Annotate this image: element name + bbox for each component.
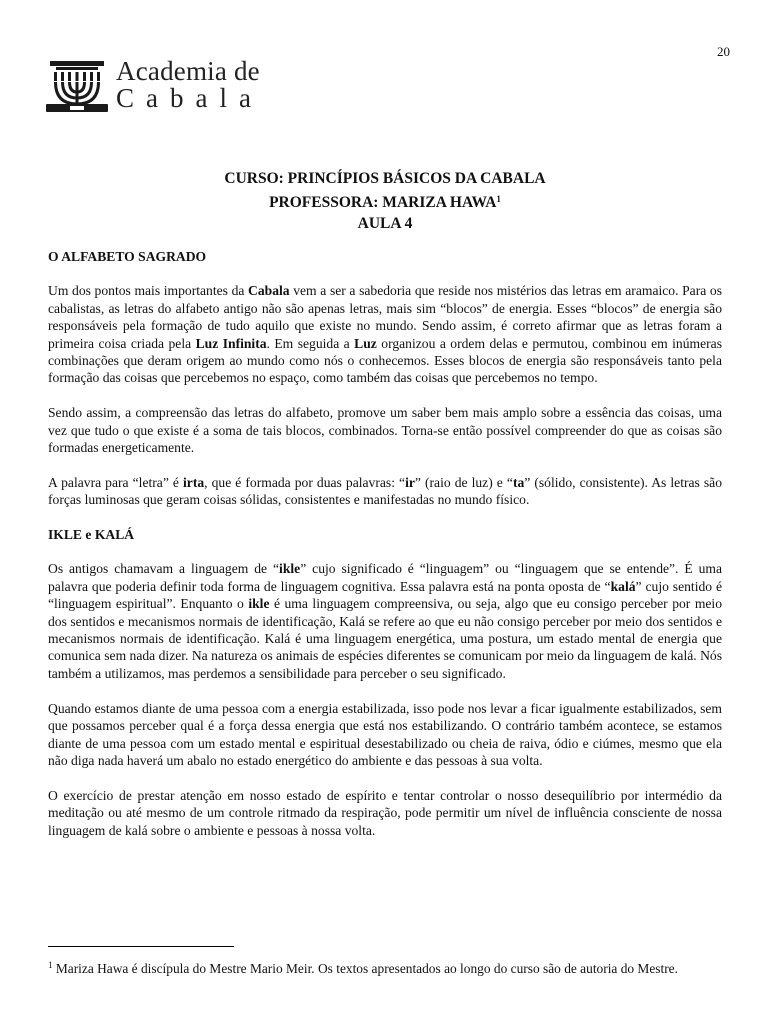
footnote-mark: 1 [48,960,53,970]
text-run: Um dos pontos mais importantes da [48,283,249,299]
bold-term: ta [512,474,525,490]
section-title-ikle-kala: IKLE e KALÁ [48,527,135,543]
document-body [48,248,722,856]
paragraph [48,700,722,770]
paragraph [48,787,722,839]
text-run: Os antigos chamavam a linguagem de “ [48,561,280,577]
bold-term: Luz [354,335,377,351]
bold-term: ikle [279,561,301,577]
text-run: Sendo assim, a compreensão das letras do alfabeto, promove um saber bem mais amplo sobre a essência das coisas, uma vez que tudo o que existe é a soma de tais blocos, combinados. Torna-se então possível compreender do que as coisas são formadas energeticamente. [48,405,722,456]
paragraph [48,282,722,386]
text-run: . Em seguida a [266,335,355,351]
text-run: ” (raio de luz) e “ [414,474,513,490]
logo-text-line1: Academia de [116,56,260,86]
text-run: ” cujo sentido é “linguagem espiritual”. Enquanto o [48,578,723,612]
bold-term: kalá [610,578,636,594]
bold-term: Cabala [248,283,290,299]
logo-text-line2: Cabala [116,83,263,113]
text-run: ” cujo significado é “linguagem” ou “linguagem que se entende”. É uma palavra que poderia definir toda forma de linguagem cognitiva. Essa palavra está na ponta oposta de “ [48,561,722,594]
paragraph [48,404,722,456]
text-run: ” (sólido, consistente). As letras são forças luminosas que geram coisas sólidas, consistentes e manifestadas no mundo físico. [48,474,723,508]
footnote-divider [48,946,234,947]
lesson-number: AULA 4 [357,215,413,232]
page-number: 20 [717,44,730,59]
footnote-ref[interactable]: 1 [496,194,501,204]
footnote-text: Mariza Hawa é discípula do Mestre Mario Meir. Os textos apresentados ao longo do curso são de autoria do Mestre. [52,961,678,976]
bold-term: Luz Infinita [195,335,267,351]
text-run: vem a ser a sabedoria que reside nos mistérios das letras em aramaico. Para os cabalistas, as letras do alfabeto antigo não são apenas letras, mais sim “blocos” de energia. Esses “blocos” de energia são responsáveis pela formação de tudo aquilo que existe no mundo. Sendo assim, é correto afirmar que as letras foram a primeira coisa criada pela [48,283,722,351]
logo [46,58,286,114]
footnote [48,956,722,978]
paragraph [48,474,722,509]
text-run: é uma linguagem compreensiva, ou seja, algo que eu consigo perceber por meio dos sentidos e mecanismos normais de identificação, Kalá se refere ao que eu não consigo perceber por meio dos sentidos e mecanismos normais de identificação. Kalá é uma linguagem energética, uma postura, um estado mental de energia que comunica sem nada dizer. Na natureza os animais de espécies diferentes se comunicam por meio da linguagem de kalá. Nós também a utilizamos, mas perdemos a sensibilidade para perceber o seu significado. [48,596,723,681]
bold-term: ir [405,474,415,490]
course-header [48,168,722,234]
menorah-logo-icon [46,60,108,112]
text-run: Quando estamos diante de uma pessoa com a energia estabilizada, isso pode nos levar a ficar igualmente estabilizados, sem que possamos perceber qual é a força dessa energia que está nos estabilizando. O contrário também acontece, se estamos diante de uma pessoa com um estado mental e espiritual desestabilizado ou cheia de raiva, ódio e ciúmes, mesmo que ela não diga nada haverá um abalo no estado energético do ambiente e das pessoas à sua volta. [48,700,722,768]
course-title: CURSO: PRINCÍPIOS BÁSICOS DA CABALA [224,170,546,187]
text-run: , que é formada por duas palavras: “ [204,474,406,490]
section-title-alfabeto: O ALFABETO SAGRADO [48,249,207,264]
bold-term: irta [183,474,205,490]
professor-name: PROFESSORA: MARIZA HAWA [269,194,497,211]
bold-term: ikle [248,596,270,612]
text-run: organizou a ordem delas e permutou, combinou em inúmeras combinações que deram origem ao mundo como nós o conhecemos. Esses blocos de energia são responsáveis tanto pela formação das coisas que percebemos no espaço, como também das coisas que percebemos no tempo. [48,335,722,386]
professor-line [48,189,722,213]
paragraph [48,560,722,682]
text-run: A palavra para “letra” é [48,474,184,490]
text-run: O exercício de prestar atenção em nosso estado de espírito e tentar controlar o nosso desequilíbrio por intermédio da meditação ou até mesmo de um controle ritmado da respiração, pode permitir um nível de influência consciente de nossa linguagem de kalá sobre o ambiente e pessoas à nossa volta. [48,787,722,838]
